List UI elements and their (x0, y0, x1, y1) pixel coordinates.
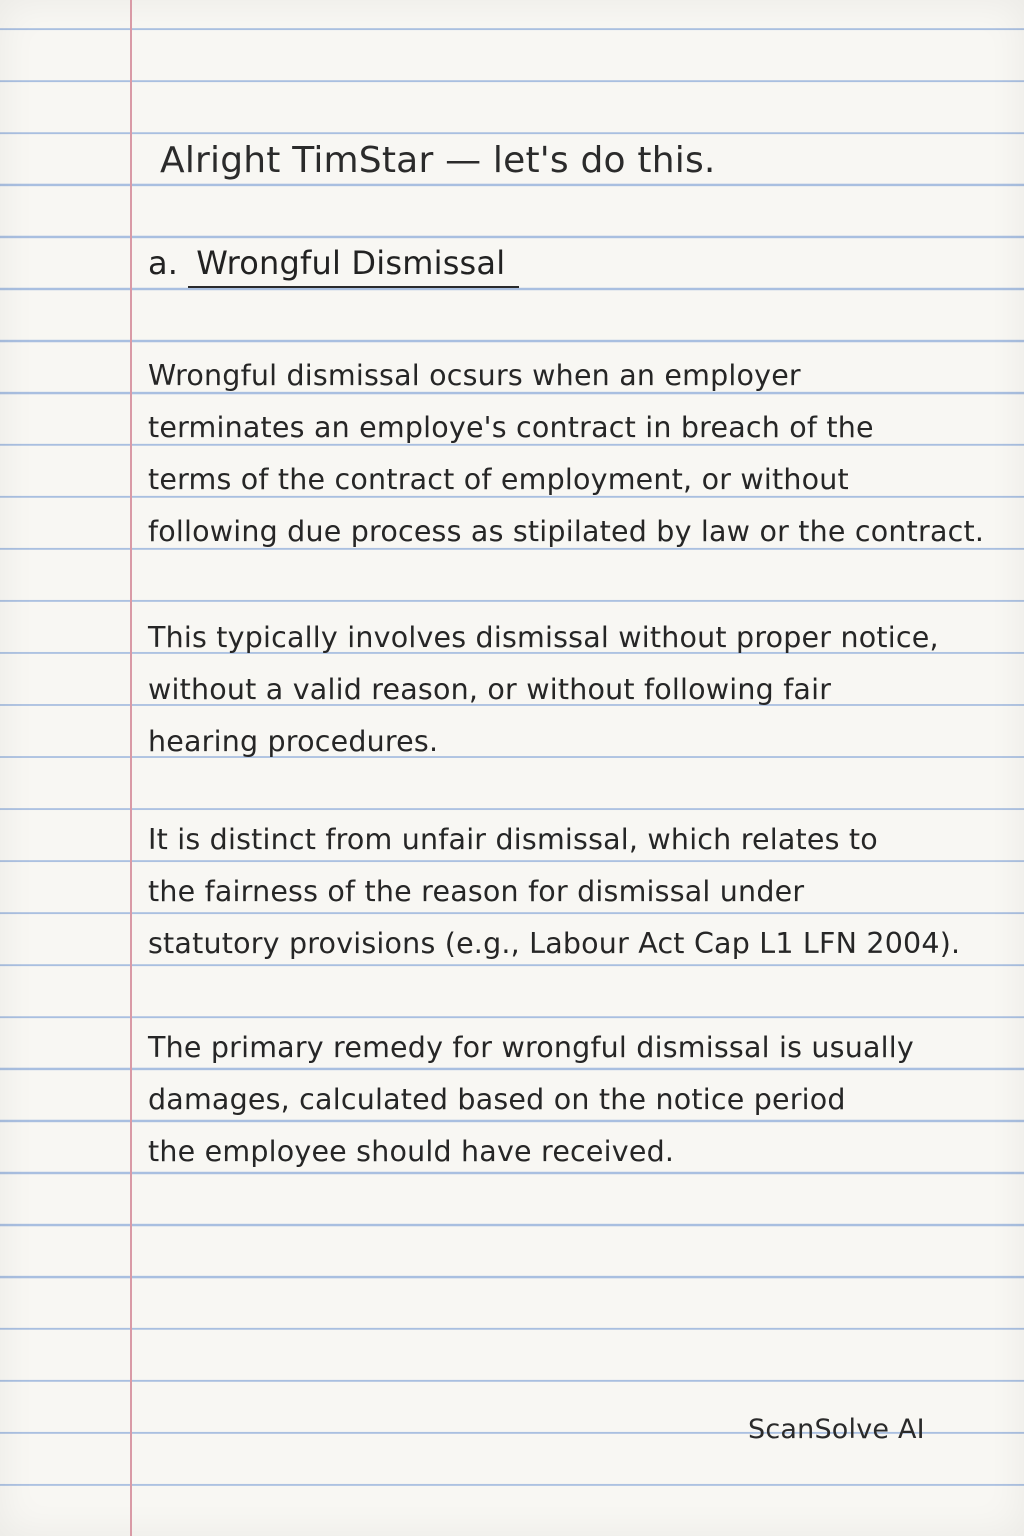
paragraph-line: without a valid reason, or without following fair (148, 673, 832, 706)
signature: ScanSolve AI (748, 1414, 925, 1445)
paragraph-line: the employee should have received. (148, 1135, 675, 1168)
paragraph-distinction (148, 814, 960, 970)
section-title: Wrongful Dismissal (188, 244, 519, 288)
paragraph-line: terminates an employe's contract in breach of the (148, 411, 874, 444)
paragraph-line: statutory provisions (e.g., Labour Act Cap L1 LFN 2004). (148, 927, 961, 960)
intro-line: Alright TimStar — let's do this. (160, 140, 716, 181)
paragraph-definition (148, 350, 984, 558)
paragraph-line: The primary remedy for wrongful dismissal is usually (148, 1031, 914, 1064)
paragraph-remedy (148, 1022, 914, 1178)
section-letter: a. (148, 244, 179, 282)
section-heading (148, 244, 519, 288)
paragraph-line: This typically involves dismissal without proper notice, (148, 621, 939, 654)
paragraph-line: It is distinct from unfair dismissal, which relates to (148, 823, 878, 856)
paragraph-line: hearing procedures. (148, 725, 439, 758)
paragraph-line: Wrongful dismissal ocsurs when an employer (148, 359, 801, 392)
paragraph-line: damages, calculated based on the notice period (148, 1083, 846, 1116)
paragraph-line: following due process as stipilated by law or the contract. (148, 515, 985, 548)
paragraph-examples (148, 612, 939, 768)
paragraph-line: the fairness of the reason for dismissal under (148, 875, 805, 908)
margin-line (130, 0, 132, 1536)
paragraph-line: terms of the contract of employment, or without (148, 463, 849, 496)
